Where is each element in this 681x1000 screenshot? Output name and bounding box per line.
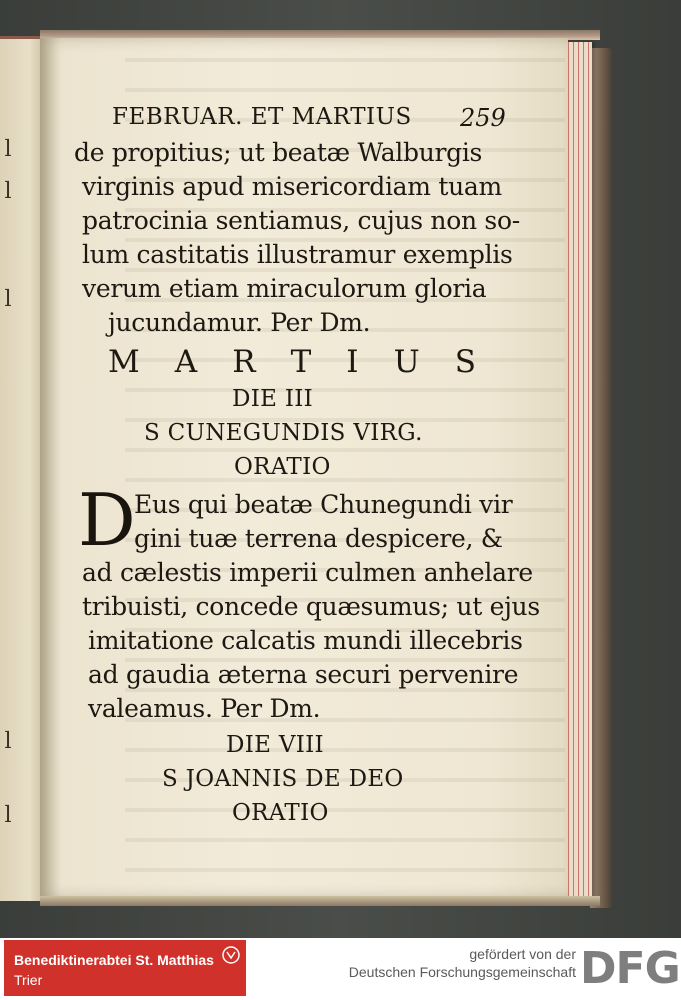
text-line: virginis apud misericordiam tuam (82, 172, 502, 201)
prayer-line: valeamus. Per Dm. (88, 694, 321, 723)
text-line: lum castitatis illustramur exemplis (82, 240, 513, 269)
prayer-line: imitatione calcatis mundi illecebris (88, 626, 523, 655)
institution-link[interactable] (4, 940, 246, 996)
saint-heading: S JOANNIS DE DEO (162, 766, 404, 792)
left-margin-mark: l (4, 137, 12, 162)
dfg-logo[interactable]: DFG (580, 943, 680, 994)
red-page-edges (566, 42, 592, 900)
month-letter: R (232, 344, 256, 380)
month-letter: M (108, 344, 140, 380)
text-line: patrocinia sentiamus, cujus non so- (82, 206, 520, 235)
left-margin-mark: l (4, 803, 12, 828)
month-letter: U (393, 344, 420, 380)
oratio-heading: ORATIO (232, 800, 329, 826)
funding-text: gefördert von der (469, 946, 576, 962)
left-margin-mark: l (4, 179, 12, 204)
month-letter: T (290, 344, 312, 380)
book-cover-edge (590, 48, 612, 908)
institution-name: Benediktinerabtei St. Matthias (14, 952, 214, 968)
left-page (0, 36, 42, 901)
month-heading (108, 344, 476, 380)
running-header: FEBRUAR. ET MARTIUS (112, 104, 412, 130)
text-line: jucundamur. Per Dm. (108, 308, 371, 337)
text-line: de propitius; ut beatæ Walburgis (74, 138, 483, 167)
footer-bar (0, 938, 681, 1000)
saint-heading: S CUNEGUNDIS VIRG. (144, 420, 423, 446)
month-letter: I (346, 344, 359, 380)
left-margin-mark: l (4, 729, 12, 754)
prayer-line: ad cælestis imperii culmen anhelare (82, 558, 533, 587)
institution-city: Trier (14, 972, 43, 988)
oratio-heading: ORATIO (234, 454, 331, 480)
prayer-line: tribuisti, concede quæsumus; ut ejus (82, 592, 540, 621)
day-heading: DIE VIII (226, 732, 324, 758)
text-line: verum etiam miraculorum gloria (82, 274, 487, 303)
prayer-line: gini tuæ terrena despicere, & (134, 524, 503, 553)
left-margin-mark: l (4, 287, 12, 312)
page-number: 259 (460, 104, 506, 132)
drop-initial: D (78, 478, 136, 562)
prayer-line: ad gaudia æterna securi pervenire (88, 660, 519, 689)
month-letter: S (454, 344, 476, 380)
funding-org: Deutschen Forschungsgemeinschaft (348, 964, 576, 980)
book-bottom-edge (40, 896, 600, 906)
day-heading: DIE III (232, 386, 313, 412)
prayer-line: Eus qui beatæ Chunegundi vir (134, 490, 513, 519)
abbey-emblem-icon (222, 946, 240, 964)
month-letter: A (174, 344, 198, 380)
